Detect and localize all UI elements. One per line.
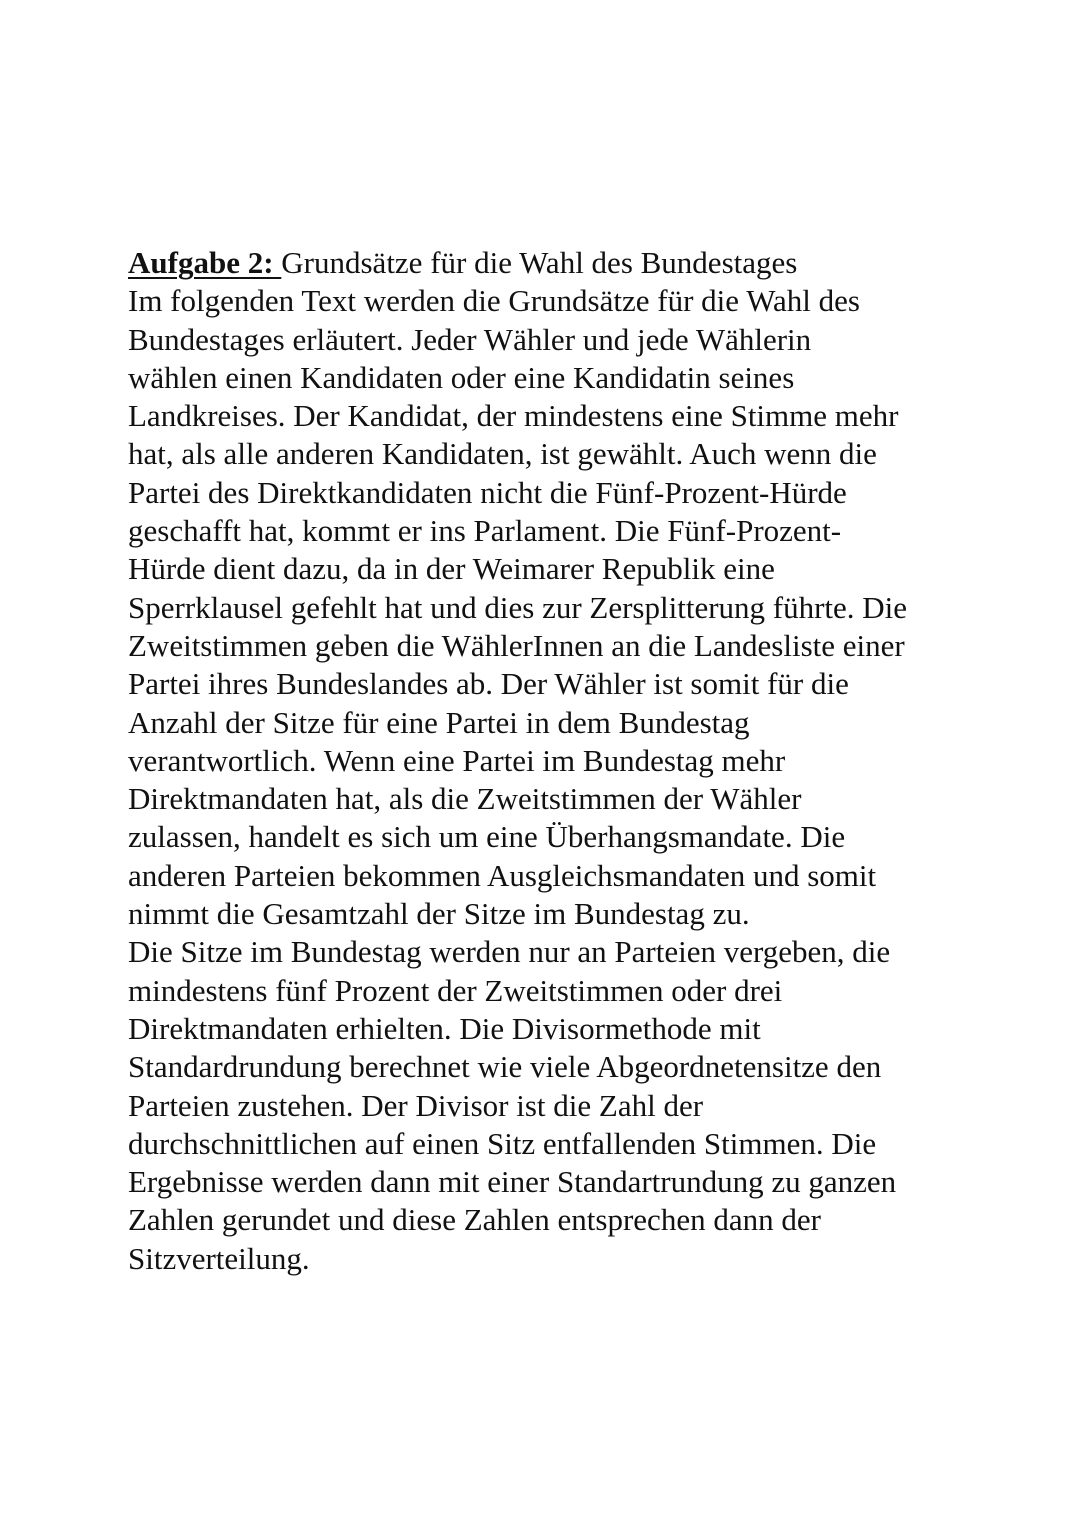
text-line: Zweitstimmen geben die WählerInnen an die Landesliste einer — [128, 627, 905, 663]
text-line: Die Sitze im Bundestag werden nur an Parteien vergeben, die — [128, 934, 891, 970]
text-line: Sperrklausel gefehlt hat und dies zur Zersplitterung führte. Die — [128, 589, 908, 625]
task-label: Aufgabe 2: — [128, 245, 274, 280]
text-line: durchschnittlichen auf einen Sitz entfallenden Stimmen. Die — [128, 1125, 877, 1161]
text-line: Landkreises. Der Kandidat, der mindestens eine Stimme mehr — [128, 398, 899, 434]
text-line: Zahlen gerundet und diese Zahlen entsprechen dann der — [128, 1202, 821, 1238]
text-line: Bundestages erläutert. Jeder Wähler und jede Wählerin — [128, 321, 812, 357]
text-line: Standardrundung berechnet wie viele Abgeordnetensitze den — [128, 1049, 882, 1085]
text-line: Direktmandaten erhielten. Die Divisormethode mit — [128, 1010, 761, 1046]
text-line: Sitzverteilung. — [128, 1240, 310, 1276]
text-line: Direktmandaten hat, als die Zweitstimmen der Wähler — [128, 781, 802, 817]
task-heading — [128, 244, 1028, 282]
text-line: anderen Parteien bekommen Ausgleichsmandaten und somit — [128, 857, 877, 893]
text-line: Anzahl der Sitze für eine Partei in dem Bundestag — [128, 704, 750, 740]
text-line: Partei des Direktkandidaten nicht die Fünf-Prozent-Hürde — [128, 474, 847, 510]
text-line: mindestens fünf Prozent der Zweitstimmen oder drei — [128, 972, 783, 1008]
text-line: Hürde dient dazu, da in der Weimarer Republik eine — [128, 551, 775, 587]
text-line: verantwortlich. Wenn eine Partei im Bundestag mehr — [128, 742, 786, 778]
text-line: Im folgenden Text werden die Grundsätze für die Wahl des — [128, 283, 860, 319]
task-title: Grundsätze für die Wahl des Bundestages — [281, 245, 798, 280]
text-line: zulassen, handelt es sich um eine Überhangsmandate. Die — [128, 819, 846, 855]
task-text — [128, 244, 1028, 1278]
text-line: Partei ihres Bundeslandes ab. Der Wähler ist somit für die — [128, 666, 849, 702]
text-line: Parteien zustehen. Der Divisor ist die Zahl der — [128, 1087, 704, 1123]
text-line: wählen einen Kandidaten oder eine Kandidatin seines — [128, 359, 795, 395]
text-line: Ergebnisse werden dann mit einer Standartrundung zu ganzen — [128, 1164, 897, 1200]
text-line: geschafft hat, kommt er ins Parlament. Die Fünf-Prozent- — [128, 513, 842, 549]
text-line: nimmt die Gesamtzahl der Sitze im Bundestag zu. — [128, 896, 750, 932]
text-line: hat, als alle anderen Kandidaten, ist gewählt. Auch wenn die — [128, 436, 877, 472]
